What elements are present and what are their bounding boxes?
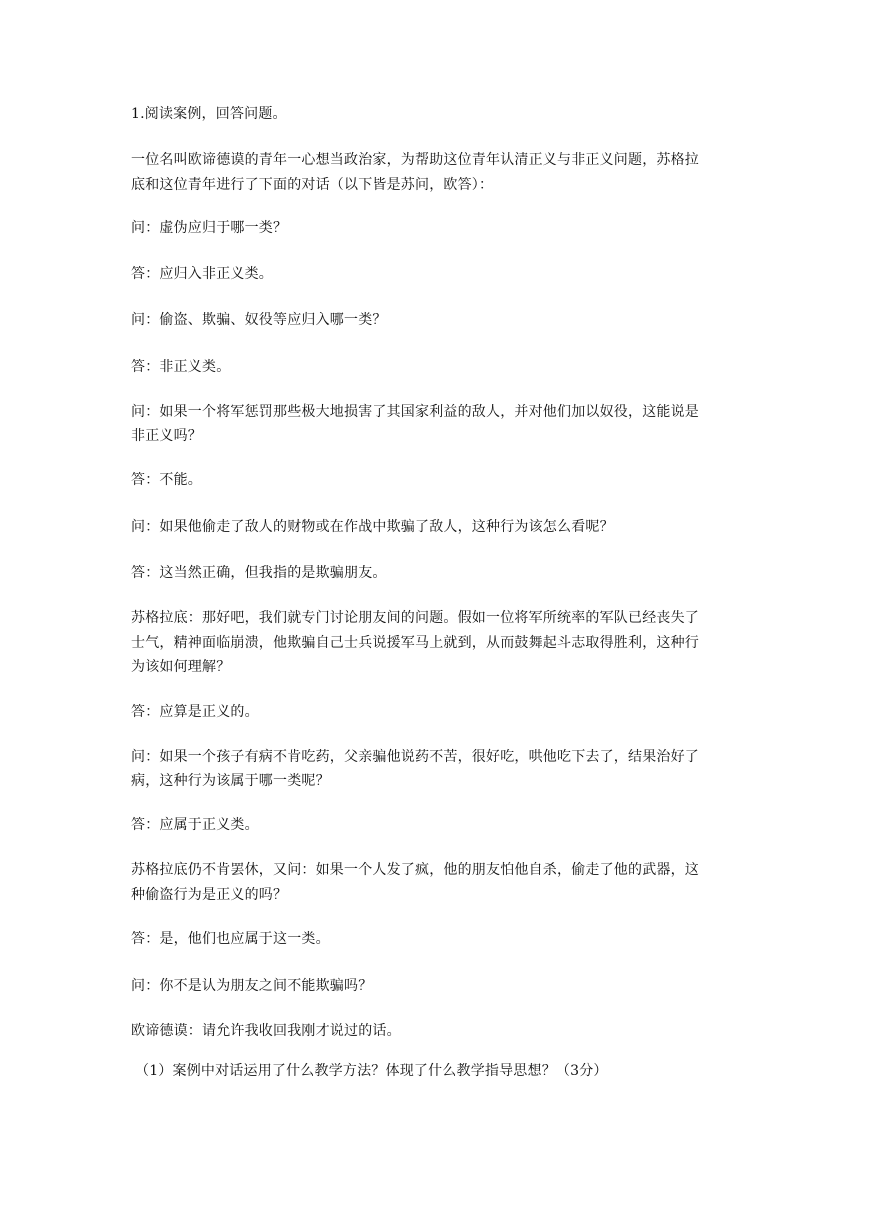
dialogue-line: 答：应属于正义类。: [131, 817, 259, 833]
dialogue-line: 士气，精神面临崩溃，他欺骗自己士兵说援军马上就到，从而鼓舞起斗志取得胜利，这种行: [131, 635, 699, 651]
dialogue-line: 答：不能。: [131, 472, 202, 488]
dialogue-line: 苏格拉底：那好吧，我们就专门讨论朋友间的问题。假如一位将军所统率的军队已经丧失了: [131, 610, 699, 626]
dialogue-line: 非正义吗？: [131, 428, 202, 444]
dialogue-line: 欧谛德谟：请允许我收回我刚才说过的话。: [131, 1023, 401, 1039]
dialogue-line: 答：应算是正义的。: [131, 704, 259, 720]
question-heading: 1.阅读案例，回答问题。: [131, 106, 287, 122]
sub-question: （1）案例中对话运用了什么教学方法？体现了什么教学指导思想？（3分）: [135, 1063, 608, 1079]
dialogue-line: 为该如何理解？: [131, 659, 231, 675]
dialogue-line: 答：应归入非正义类。: [131, 266, 273, 282]
dialogue-line: 问：如果一个孩子有病不肯吃药，父亲骗他说药不苦，很好吃，哄他吃下去了，结果治好了: [131, 749, 699, 765]
dialogue-line: 问：如果他偷走了敌人的财物或在作战中欺骗了敌人，这种行为该怎么看呢？: [131, 519, 614, 535]
intro-line-1: 一位名叫欧谛德谟的青年一心想当政治家，为帮助这位青年认清正义与非正义问题，苏格拉: [131, 152, 699, 168]
dialogue-line: 问：你不是认为朋友之间不能欺骗吗？: [131, 978, 373, 994]
dialogue-line: 种偷盗行为是正义的吗？: [131, 887, 288, 903]
dialogue-line: 病，这种行为该属于哪一类呢？: [131, 773, 330, 789]
intro-line-2: 底和这位青年进行了下面的对话（以下皆是苏问，欧答）：: [131, 177, 494, 193]
dialogue-line: 问：虚伪应归于哪一类？: [131, 220, 288, 236]
dialogue-line: 答：非正义类。: [131, 359, 231, 375]
dialogue-line: 问：偷盗、欺骗、奴役等应归入哪一类？: [131, 312, 387, 328]
dialogue-line: 苏格拉底仍不肯罢休，又问：如果一个人发了疯，他的朋友怕他自杀，偷走了他的武器，这: [131, 862, 699, 878]
dialogue-line: 答：是，他们也应属于这一类。: [131, 931, 330, 947]
dialogue-line: 答：这当然正确，但我指的是欺骗朋友。: [131, 565, 387, 581]
dialogue-line: 问：如果一个将军惩罚那些极大地损害了其国家利益的敌人，并对他们加以奴役，这能说是: [131, 404, 699, 420]
